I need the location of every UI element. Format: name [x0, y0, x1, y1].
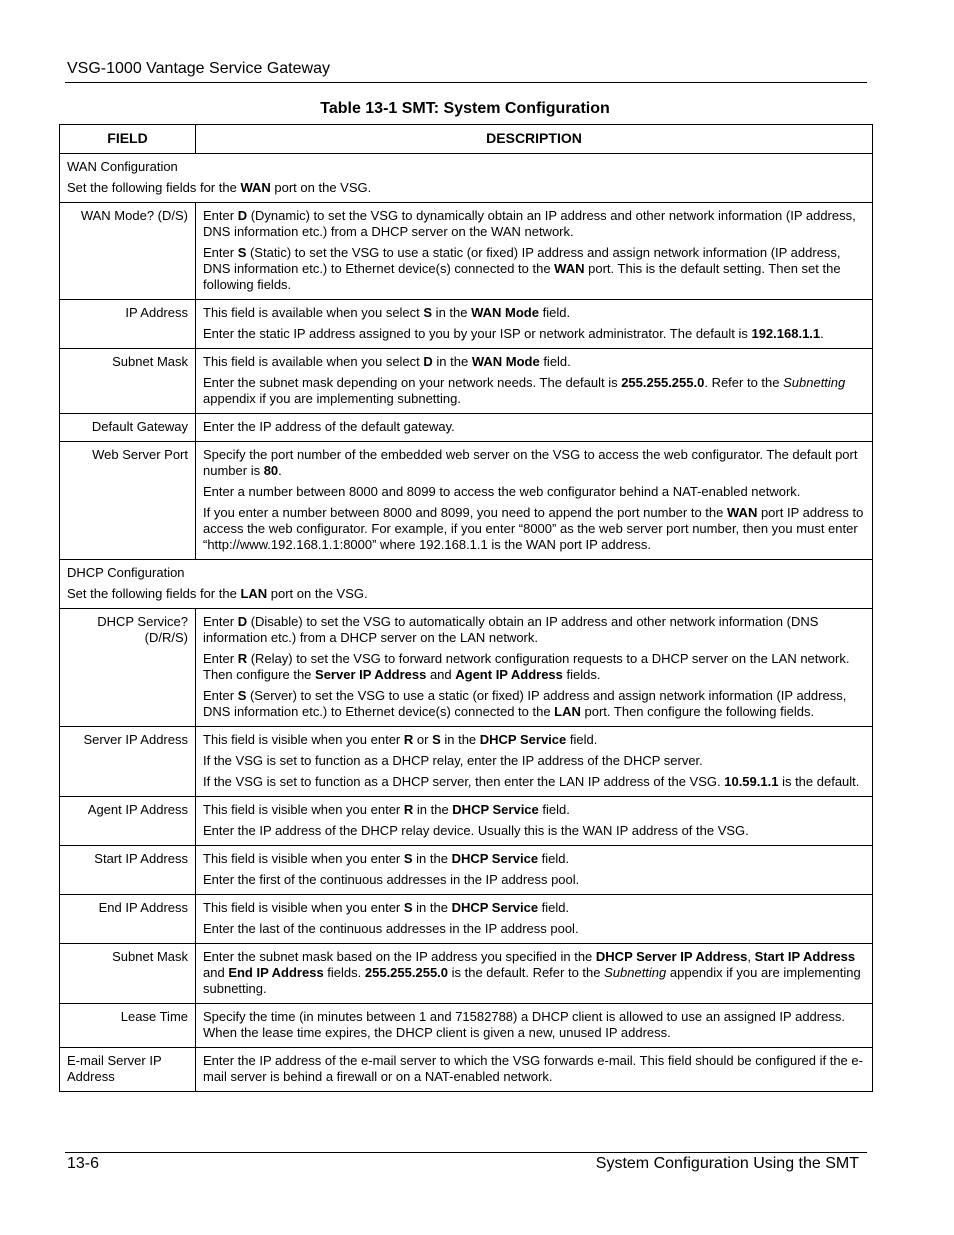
- table-row: [60, 727, 873, 797]
- text-run: This field is visible when you enter: [203, 851, 404, 866]
- description-paragraph: [203, 354, 865, 370]
- description-cell: [196, 895, 873, 944]
- bold-text: LAN: [554, 704, 581, 719]
- text-run: and: [203, 965, 229, 980]
- description-paragraph: [203, 484, 865, 500]
- text-run: and: [426, 667, 456, 682]
- text-run: Enter the IP address of the default gateway.: [203, 419, 455, 434]
- text-run: Set the following fields for the: [67, 586, 241, 601]
- bold-text: LAN: [240, 586, 268, 601]
- text-run: This field is visible when you enter: [203, 732, 404, 747]
- bold-text: Agent IP Address: [455, 667, 563, 682]
- table-row: [60, 203, 873, 300]
- description-paragraph: [203, 326, 865, 342]
- text-run: This field is available when you select: [203, 354, 424, 369]
- field-name-cell: Start IP Address: [60, 846, 196, 895]
- text-run: Specify the port number of the embedded web server on the VSG to access the web configurator. The default port number is: [203, 447, 858, 478]
- field-name-cell: Web Server Port: [60, 442, 196, 560]
- description-cell: [196, 609, 873, 727]
- table-row: [60, 300, 873, 349]
- field-name-cell: DHCP Service? (D/R/S): [60, 609, 196, 727]
- page-number: 13-6: [67, 1155, 100, 1172]
- text-run: Enter: [203, 208, 238, 223]
- section-line: [67, 159, 865, 175]
- text-run: is the default.: [778, 774, 860, 789]
- description-paragraph: [203, 1053, 865, 1085]
- text-run: If you enter a number between 8000 and 8099, you need to append the port number to the: [203, 505, 727, 520]
- text-run: Enter: [203, 688, 238, 703]
- text-run: ,: [747, 949, 755, 964]
- text-run: in the: [440, 732, 480, 747]
- running-header: VSG-1000 Vantage Service Gateway: [67, 60, 330, 77]
- field-column-header: FIELD: [60, 125, 196, 154]
- bold-text: D: [237, 208, 248, 223]
- text-run: If the VSG is set to function as a DHCP relay, enter the IP address of the DHCP server.: [203, 753, 703, 768]
- table-row: [60, 895, 873, 944]
- italic-text: Subnetting: [604, 965, 667, 980]
- table-row: [60, 846, 873, 895]
- bold-text: R: [403, 802, 414, 817]
- text-run: Set the following fields for the: [67, 180, 241, 195]
- table-row: [60, 609, 873, 727]
- text-run: Enter the last of the continuous addresses in the IP address pool.: [203, 921, 579, 936]
- text-run: field.: [539, 354, 571, 369]
- description-paragraph: [203, 688, 865, 720]
- text-run: (Relay) to set the VSG to forward network configuration requests to a DHCP server on the LAN network. Then configure the: [203, 651, 850, 682]
- bold-text: Start IP Address: [754, 949, 856, 964]
- bold-text: DHCP Server IP Address: [595, 949, 748, 964]
- section-line: [67, 565, 865, 581]
- description-paragraph: [203, 900, 865, 916]
- description-paragraph: [203, 851, 865, 867]
- chapter-title: System Configuration Using the SMT: [595, 1155, 859, 1172]
- text-run: (Static) to set the VSG to use a static (or fixed) IP address and assign network information (IP address, DNS information etc.) to Ethernet device(s) connected to the: [203, 245, 841, 276]
- bold-text: R: [403, 732, 414, 747]
- description-paragraph: [203, 823, 865, 839]
- section-row: [60, 154, 873, 203]
- field-name-cell: WAN Mode? (D/S): [60, 203, 196, 300]
- description-cell: [196, 300, 873, 349]
- text-run: in the: [412, 851, 452, 866]
- description-paragraph: [203, 505, 865, 553]
- text-run: Enter the IP address of the e-mail server to which the VSG forwards e-mail. This field should be configured if the e-mail server is behind a firewall or on a NAT-enabled network.: [203, 1053, 863, 1084]
- description-cell: [196, 442, 873, 560]
- bold-text: S: [432, 732, 441, 747]
- text-run: (Dynamic) to set the VSG to dynamically obtain an IP address and other network information (IP address, DNS information etc.) from a DHCP server on the WAN network.: [203, 208, 856, 239]
- field-name-cell: Subnet Mask: [60, 349, 196, 414]
- text-run: WAN Configuration: [67, 159, 178, 174]
- field-name-cell: Server IP Address: [60, 727, 196, 797]
- text-run: .: [820, 326, 824, 341]
- bold-text: 255.255.255.0: [364, 965, 449, 980]
- text-run: Enter the first of the continuous addresses in the IP address pool.: [203, 872, 580, 887]
- field-name-cell: End IP Address: [60, 895, 196, 944]
- section-cell: [60, 154, 873, 203]
- footer-divider: [65, 1152, 867, 1153]
- text-run: Enter: [203, 614, 238, 629]
- header-divider: [65, 82, 867, 83]
- bold-text: DHCP Service: [451, 851, 539, 866]
- bold-text: S: [403, 900, 413, 915]
- bold-text: Server IP Address: [315, 667, 427, 682]
- text-run: Enter the subnet mask based on the IP address you specified in the: [203, 949, 596, 964]
- bold-text: 80: [263, 463, 279, 478]
- description-paragraph: [203, 732, 865, 748]
- text-run: field.: [538, 851, 570, 866]
- field-name-cell: Default Gateway: [60, 414, 196, 442]
- bold-text: S: [403, 851, 413, 866]
- text-run: port IP address to access the web configurator. For example, if you enter “8000” as the web server port number, then you must enter “http://www.192.168.1.1:8000” where 192.168.1.1 is the WAN port IP address.: [203, 505, 864, 552]
- text-run: port on the VSG.: [270, 180, 372, 195]
- text-run: This field is available when you select: [203, 305, 424, 320]
- bold-text: 192.168.1.1: [751, 326, 821, 341]
- text-run: port. This is the default setting. Then set the following fields.: [203, 261, 841, 292]
- description-paragraph: [203, 245, 865, 293]
- text-run: appendix if you are implementing subnetting.: [203, 965, 861, 996]
- section-row: [60, 560, 873, 609]
- bold-text: 255.255.255.0: [621, 375, 705, 390]
- text-run: (Disable) to set the VSG to automatically obtain an IP address and other network information (DNS information etc.) from a DHCP server on the LAN network.: [203, 614, 819, 645]
- bold-text: D: [237, 614, 248, 629]
- text-run: field.: [538, 802, 570, 817]
- table-body: [60, 154, 873, 1092]
- text-run: fields.: [562, 667, 601, 682]
- bold-text: R: [237, 651, 248, 666]
- text-run: in the: [432, 354, 472, 369]
- table-row: [60, 797, 873, 846]
- text-run: fields.: [323, 965, 365, 980]
- description-column-header: DESCRIPTION: [196, 125, 873, 154]
- text-run: appendix if you are implementing subnetting.: [203, 391, 461, 406]
- bold-text: End IP Address: [228, 965, 324, 980]
- table-row: [60, 349, 873, 414]
- description-paragraph: [203, 651, 865, 683]
- description-paragraph: [203, 614, 865, 646]
- bold-text: S: [237, 245, 247, 260]
- description-cell: [196, 203, 873, 300]
- bold-text: DHCP Service: [451, 900, 539, 915]
- bold-text: WAN: [240, 180, 271, 195]
- bold-text: 10.59.1.1: [724, 774, 779, 789]
- field-name-cell: E-mail Server IP Address: [60, 1048, 196, 1092]
- text-run: Enter: [203, 651, 238, 666]
- text-run: is the default. Refer to the: [448, 965, 605, 980]
- section-cell: [60, 560, 873, 609]
- section-line: [67, 180, 865, 196]
- bold-text: WAN Mode: [471, 354, 540, 369]
- section-line: [67, 586, 865, 602]
- text-run: Enter: [203, 245, 238, 260]
- field-name-cell: Agent IP Address: [60, 797, 196, 846]
- description-cell: [196, 797, 873, 846]
- description-paragraph: [203, 802, 865, 818]
- description-paragraph: [203, 921, 865, 937]
- description-paragraph: [203, 447, 865, 479]
- description-paragraph: [203, 774, 865, 790]
- table-row: [60, 414, 873, 442]
- text-run: Specify the time (in minutes between 1 and 71582788) a DHCP client is allowed to use an assigned IP address. When the lease time expires, the DHCP client is given a new, unused IP address.: [203, 1009, 845, 1040]
- text-run: This field is visible when you enter: [203, 802, 404, 817]
- description-paragraph: [203, 375, 865, 407]
- table-row: [60, 1004, 873, 1048]
- table-header-row: [60, 125, 873, 154]
- description-paragraph: [203, 305, 865, 321]
- table-row: [60, 442, 873, 560]
- text-run: in the: [432, 305, 472, 320]
- text-run: port. Then configure the following fields.: [580, 704, 815, 719]
- text-run: DHCP Configuration: [67, 565, 185, 580]
- description-cell: [196, 846, 873, 895]
- text-run: in the: [413, 802, 453, 817]
- field-name-cell: Lease Time: [60, 1004, 196, 1048]
- text-run: field.: [538, 900, 570, 915]
- text-run: (Server) to set the VSG to use a static (or fixed) IP address and assign network information (IP address, DNS information etc.) to Ethernet device(s) connected to the: [203, 688, 847, 719]
- bold-text: WAN: [554, 261, 585, 276]
- bold-text: S: [423, 305, 433, 320]
- description-paragraph: [203, 419, 865, 435]
- bold-text: DHCP Service: [452, 802, 539, 817]
- text-run: Enter the static IP address assigned to you by your ISP or network administrator. The default is: [203, 326, 752, 341]
- text-run: If the VSG is set to function as a DHCP server, then enter the LAN IP address of the VSG.: [203, 774, 725, 789]
- description-cell: [196, 944, 873, 1004]
- text-run: in the: [412, 900, 452, 915]
- table-row: [60, 944, 873, 1004]
- description-cell: [196, 414, 873, 442]
- text-run: .: [278, 463, 282, 478]
- bold-text: WAN: [727, 505, 758, 520]
- table-caption: Table 13-1 SMT: System Configuration: [320, 100, 610, 117]
- text-run: field.: [538, 305, 571, 320]
- description-paragraph: [203, 1009, 865, 1041]
- description-cell: [196, 1048, 873, 1092]
- description-cell: [196, 349, 873, 414]
- bold-text: WAN Mode: [471, 305, 539, 320]
- field-name-cell: IP Address: [60, 300, 196, 349]
- field-name-cell: Subnet Mask: [60, 944, 196, 1004]
- italic-text: Subnetting: [783, 375, 846, 390]
- description-paragraph: [203, 949, 865, 997]
- text-run: or: [413, 732, 433, 747]
- description-paragraph: [203, 753, 865, 769]
- bold-text: D: [423, 354, 433, 369]
- bold-text: S: [237, 688, 247, 703]
- description-paragraph: [203, 208, 865, 240]
- text-run: Enter a number between 8000 and 8099 to access the web configurator behind a NAT-enabled network.: [203, 484, 801, 499]
- description-paragraph: [203, 872, 865, 888]
- description-cell: [196, 1004, 873, 1048]
- text-run: Enter the IP address of the DHCP relay device. Usually this is the WAN IP address of the VSG.: [203, 823, 749, 838]
- table-row: [60, 1048, 873, 1092]
- description-cell: [196, 727, 873, 797]
- bold-text: DHCP Service: [479, 732, 567, 747]
- system-configuration-table: [59, 124, 873, 1092]
- text-run: port on the VSG.: [267, 586, 368, 601]
- text-run: This field is visible when you enter: [203, 900, 404, 915]
- text-run: Enter the subnet mask depending on your network needs. The default is: [203, 375, 622, 390]
- text-run: . Refer to the: [704, 375, 784, 390]
- text-run: field.: [566, 732, 598, 747]
